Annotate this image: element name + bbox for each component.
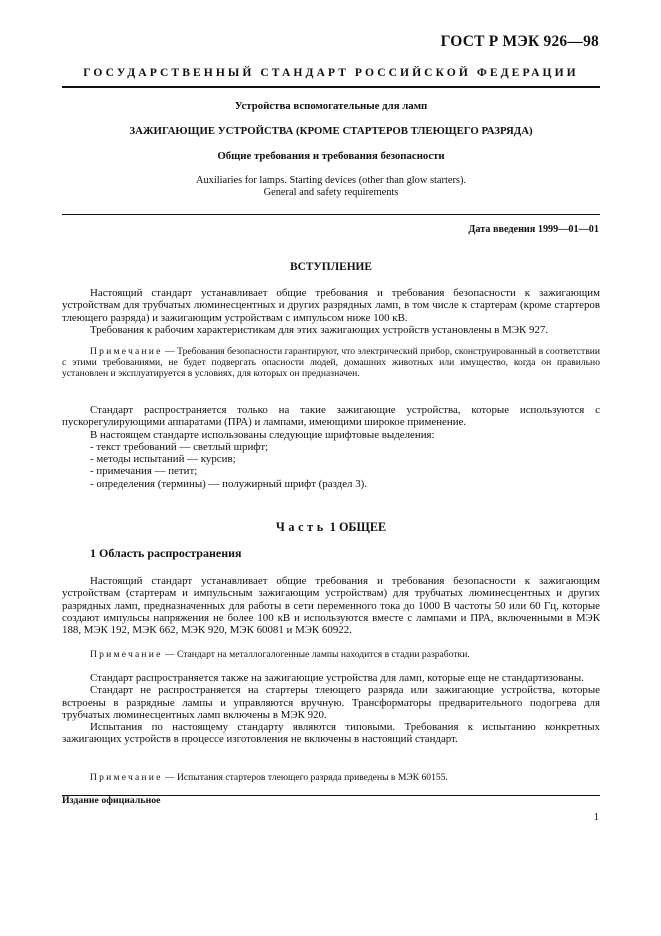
top-rule xyxy=(62,86,600,88)
section-1-note-1-paragraph xyxy=(62,649,600,660)
list-item: - примечания — петит; xyxy=(90,465,198,478)
part-title: ОБЩЕЕ xyxy=(338,520,387,534)
note-text: — Испытания стартеров тлеющего разряда приведены в МЭК 60155. xyxy=(162,772,448,783)
intro-note-paragraph xyxy=(62,346,600,379)
english-title-line-2: General and safety requirements xyxy=(263,187,399,198)
note-label: Примечание xyxy=(90,649,163,660)
section-1-note-2 xyxy=(62,772,600,783)
section-1-heading: 1 Область распространения xyxy=(90,546,242,560)
note-text: — Стандарт на металлогалогенные лампы находится в стадии разработки. xyxy=(162,649,470,660)
list-item: - методы испытаний — курсив; xyxy=(90,453,236,466)
title-line-1: Устройства вспомогательные для ламп xyxy=(234,100,428,112)
list-item: - определения (термины) — полужирный шрифт (раздел 3). xyxy=(90,477,368,490)
middle-rule xyxy=(62,214,600,215)
introduction-date: Дата введения 1999—01—01 xyxy=(468,224,599,235)
intro-paragraph-3: Стандарт распространяется только на такие зажигающие устройства, которые используются с пускорегулирующими аппаратами (ПРА) и лампами, имеющими широкое применение. xyxy=(62,404,600,429)
note-label: Примечание xyxy=(90,772,163,783)
note-text: — Требования безопасности гарантируют, что электрический прибор, сконструированный в соответствии с этими требованиями, не будет подвергать опасности людей, домашних животных или имущество, когда он правильно установлен и эксплуатируется в условиях, для которых он предназначен. xyxy=(62,346,600,379)
section-1-block-2 xyxy=(62,672,600,746)
intro-block xyxy=(62,287,600,336)
edition-label: Издание официальное xyxy=(62,795,161,806)
intro-paragraph-1: Настоящий стандарт устанавливает общие требования и требования безопасности к зажигающим устройствам для трубчатых люминесцентных и других разрядных ламп, в том числе к стартерам (кроме стартеров тлеющего разряда) и зажигающим устройствам с импульсом ниже 100 кВ. xyxy=(62,287,600,324)
gost-code: ГОСТ Р МЭК 926—98 xyxy=(440,33,599,50)
title-line-3: Общие требования и требования безопасности xyxy=(217,150,445,162)
part-number: 1 xyxy=(329,520,336,534)
intro-block-2 xyxy=(62,404,600,490)
english-title-line-1: Auxiliaries for lamps. Starting devices (other than glow starters). xyxy=(195,175,467,186)
intro-paragraph-4: В настоящем стандарте использованы следующие шрифтовые выделения: xyxy=(90,428,435,441)
part-label: Часть xyxy=(275,520,327,534)
emphasis-list xyxy=(62,441,600,490)
title-line-2: ЗАЖИГАЮЩИЕ УСТРОЙСТВА (КРОМЕ СТАРТЕРОВ ТЛЕЮЩЕГО РАЗРЯДА) xyxy=(129,125,533,137)
section-1-paragraph-2: Стандарт распространяется также на зажигающие устройства для ламп, которые еще не стандартизованы. xyxy=(90,672,584,684)
state-standard-title: ГОСУДАРСТВЕННЫЙ СТАНДАРТ РОССИЙСКОЙ ФЕДЕРАЦИИ xyxy=(83,66,579,79)
part-heading xyxy=(62,520,600,535)
section-1-note-1 xyxy=(62,649,600,660)
note-label: Примечание xyxy=(90,346,163,357)
section-1-note-2-paragraph xyxy=(62,772,600,783)
section-1-paragraph-1: Настоящий стандарт устанавливает общие требования и требования безопасности к зажигающим устройствам (стартерам и импульсным зажигающим устройствам) для трубчатых люминесцентных и других разрядных ламп, предназначенных для работы в сети переменного тока до 1000 В частоты 50 или 60 Гц, которые создают импульсы напряжения не более 100 кВ и используются вместе с лампами и ПРА, включенными в МЭК 188, МЭК 192, МЭК 662, МЭК 920, МЭК 60081 и МЭК 60922. xyxy=(62,575,600,637)
section-1-paragraph-3: Стандарт не распространяется на стартеры тлеющего разряда или зажигающие устройства, которые встроены в разрядные лампы и управляются вручную. Трансформаторы предварительного подогрева для трубчатых люминесцентных ламп включены в МЭК 920. xyxy=(62,684,600,721)
intro-paragraph-2: Требования к рабочим характеристикам для этих зажигающих устройств установлены в МЭК 927. xyxy=(90,323,549,336)
section-1-block xyxy=(62,575,600,636)
english-title xyxy=(62,175,600,199)
list-item: - текст требований — светлый шрифт; xyxy=(90,440,269,453)
intro-note xyxy=(62,346,600,379)
page-number: 1 xyxy=(593,812,599,823)
section-1-paragraph-4: Испытания по настоящему стандарту являются типовыми. Требования к испытанию конкретных зажигающих устройств в процессе изготовления не включены в настоящий стандарт. xyxy=(62,721,600,746)
intro-heading: ВСТУПЛЕНИЕ xyxy=(289,261,373,273)
